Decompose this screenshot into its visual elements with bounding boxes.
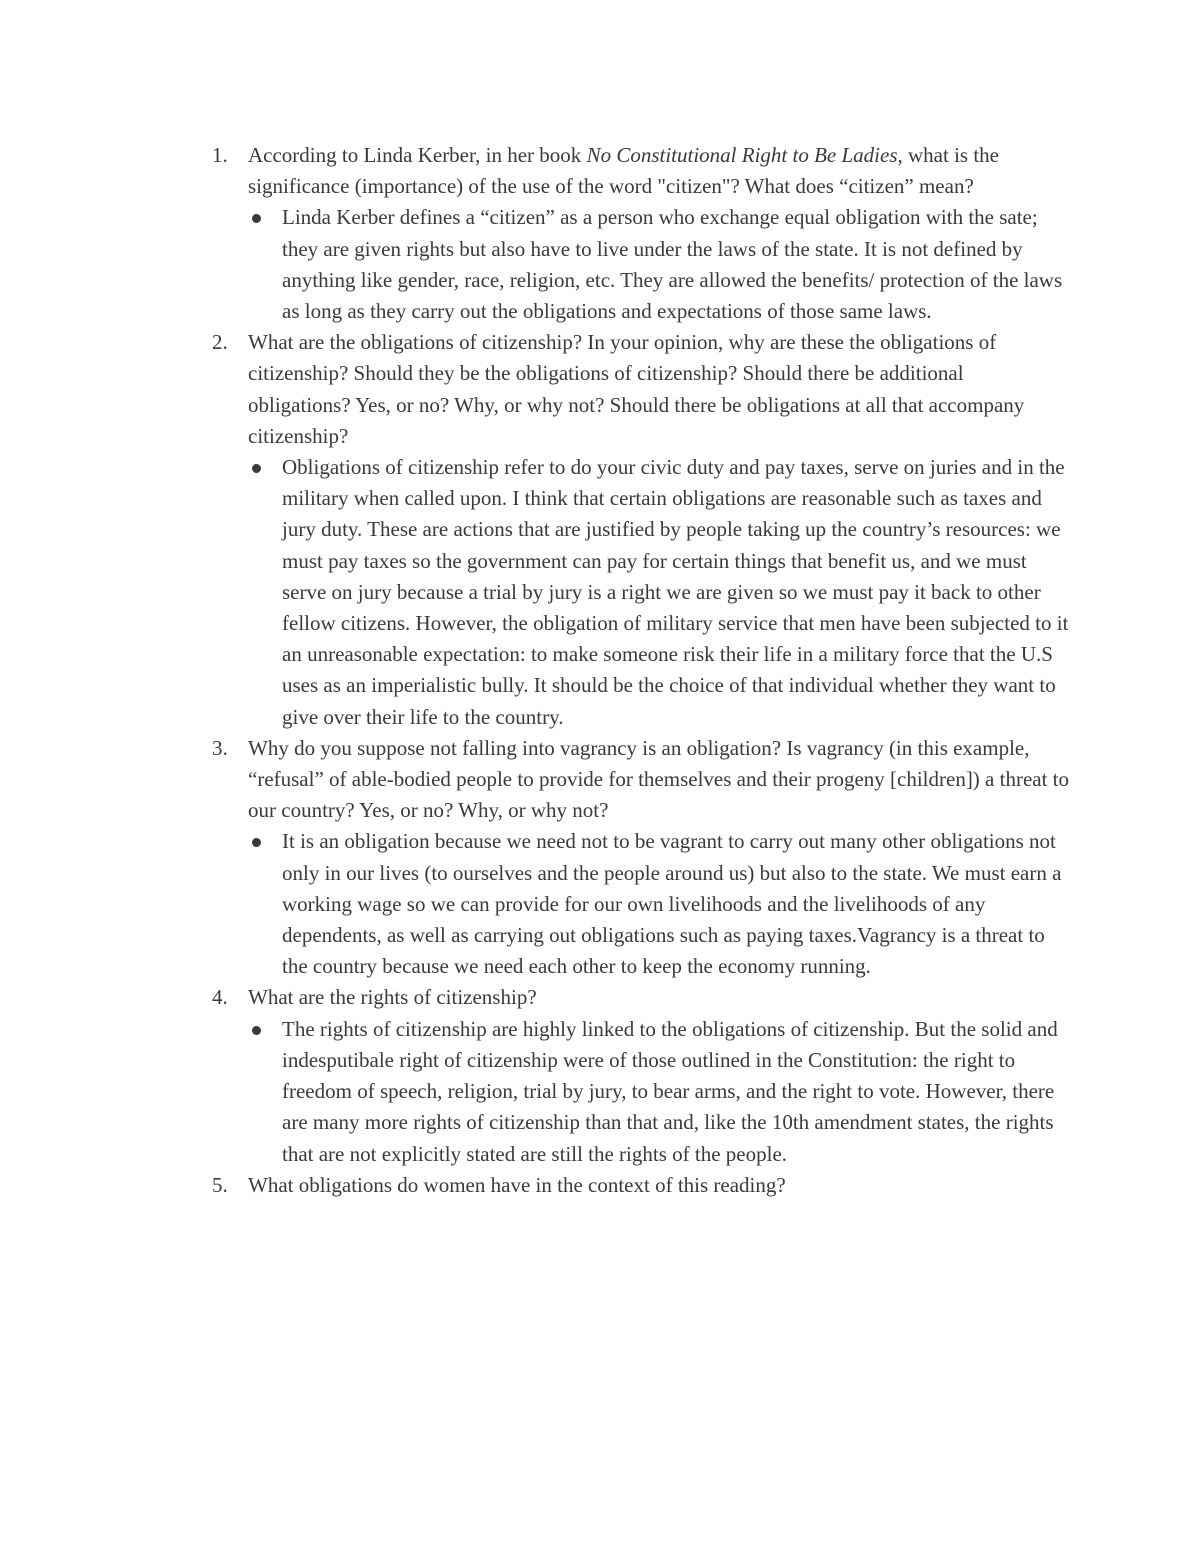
answer-text: The rights of citizenship are highly linked to the obligations of citizenship. But the solid and indesputibale right of citizenship were of those outlined in the Constitution: the right to freedom of speech, religion, trial by jury, to bear arms, and the right to vote. However, there are many more rights of citizenship than that and, like the 10th amendment states, the rights that are not explicitly stated are still the rights of the people. xyxy=(282,1016,1058,1166)
question-text: Why do you suppose not falling into vagrancy is an obligation? Is vagrancy (in this example, “refusal” of able-bodied people to provide for themselves and their progeny [children]) a threat to our country? Yes, or no? Why, or why not? xyxy=(248,735,1070,823)
question-number: 5. xyxy=(212,1172,228,1197)
question-text: What are the obligations of citizenship? In your opinion, why are these the obligations of citizenship? Should they be the obligations of citizenship? Should there be additional obligations? Yes, or no? Why, or why not? Should there be obligations at all that accompany citizenship? xyxy=(248,330,1025,448)
book-title: No Constitutional Right to Be Ladies xyxy=(586,143,898,167)
answer-1 xyxy=(210,202,1070,327)
question-text: What are the rights of citizenship? xyxy=(248,985,537,1010)
question-number: 1. xyxy=(212,143,228,167)
answer-text: Obligations of citizenship refer to do your civic duty and pay taxes, serve on juries and in the military when called upon. I think that certain obligations are reasonable such as taxes and jury duty. These are actions that are justified by people taking up the country’s resources: we must pay taxes so the government can pay for certain things that benefit us, and we must serve on jury because a trial by jury is a right we are given so we must pay it back to other fellow citizens. However, the obligation of military service that men have been subjected to it an unreasonable expectation: to make someone risk their life in a military force that the U.S uses as an imperialistic bully. It should be the choice of that individual whether they want to give over their life to the country. xyxy=(282,455,1069,729)
answer-3 xyxy=(210,826,1070,982)
question-text-part: , what is the significance (importance) of the use of the word "citizen"? What does “citizen” mean? xyxy=(248,143,999,199)
question-2 xyxy=(210,327,1070,452)
question-4 xyxy=(210,982,1070,1013)
question-text xyxy=(248,140,1070,202)
question-5 xyxy=(210,1170,1070,1201)
answer-2 xyxy=(210,452,1070,733)
bullet-icon xyxy=(252,1026,261,1035)
question-1 xyxy=(210,140,1070,202)
answer-text: It is an obligation because we need not to be vagrant to carry out many other obligations not only in our lives (to ourselves and the people around us) but also to the state. We must earn a working wage so we can provide for our own livelihoods and the livelihoods of any dependents, as well as carrying out obligations such as paying taxes.Vagrancy is a threat to the country because we need each other to keep the economy running. xyxy=(282,829,1062,979)
question-text: What obligations do women have in the context of this reading? xyxy=(248,1172,786,1197)
bullet-icon xyxy=(252,464,261,473)
question-number: 4. xyxy=(212,985,228,1010)
bullet-icon xyxy=(252,838,261,847)
question-text-part: According to Linda Kerber, in her book xyxy=(248,143,587,167)
bullet-icon xyxy=(252,214,261,223)
answer-4 xyxy=(210,1014,1070,1170)
document-body xyxy=(210,140,1070,1201)
question-3 xyxy=(210,733,1070,827)
question-number: 2. xyxy=(212,330,228,355)
question-number: 3. xyxy=(212,735,228,760)
answer-text: Linda Kerber defines a “citizen” as a person who exchange equal obligation with the sate; they are given rights but also have to live under the laws of the state. It is not defined by anything like gender, race, religion, etc. They are allowed the benefits/ protection of the laws as long as they carry out the obligations and expectations of those same laws. xyxy=(282,205,1063,324)
